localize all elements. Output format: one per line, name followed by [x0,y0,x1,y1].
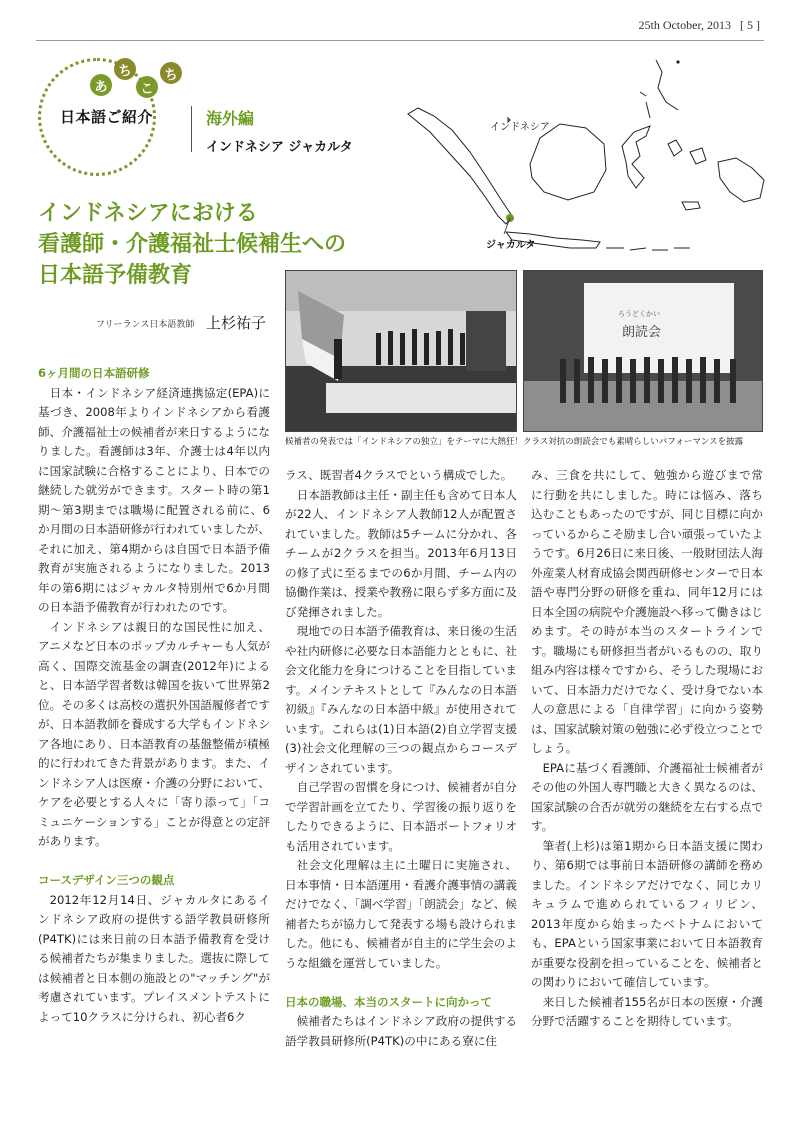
map-label-jakarta: ジャカルタ [486,240,536,251]
paragraph: 日本・インドネシア経済連携協定(EPA)に基づき、2008年よりインドネシアから看護師、介護福祉士の候補者が来日するようになりました。看護師は3年、介護士は4年以内に国家試験に合格することにより、日本での継続した就労ができます。スタート時の第1期〜第3期までは職場に配置される前に、6か月間の日本語研修が行われていましたが、それに加え、第4期からは自国で日本語予備教育が実施されるようになりました。2013年の第6期にはジャカルタ特別州で6か月間の日本語予備教育が行われたのです。 [38,385,270,614]
page-number: [ 5 ] [740,18,760,32]
series-divider [191,106,192,152]
paragraph: 2012年12月14日、ジャカルタにあるインドネシア政府の提供する語学教員研修所(P4TK)には来日前の日本語予備教育を受ける候補者たちが集まりました。選抜に際しては候補者と日本側の施設との"マッチング"が考慮されています。プレイスメントテストによって10クラスに分けられ、初心者6ク [38,892,270,1024]
indonesia-map [400,52,770,262]
article-title-line-2: 看護師・介護福祉士候補生への [38,232,347,257]
article-column-1 [38,364,270,1027]
photo-presentation [285,270,517,432]
paragraph: 社会文化理解は主に土曜日に実施され、日本事情・日本語運用・看護介護事情の講義だけでなく、「調べ学習」「朗読会」など、候補者たちが協力して発表する場も設けられました。他にも、候補者が自主的に学生会のような組織を運営していました。 [285,858,517,970]
header-divider [36,40,764,41]
article-title-line-3: 日本語予備教育 [38,263,193,288]
section-heading-3: 日本の職場、本当のスタートに向かって [285,994,492,1009]
paragraph: 現地での日本語予備教育は、来日後の生活や社内研修に必要な日本語能力とともに、社会文化能力を身につけることを目指しています。メインテキストとして『みんなの日本語初級』『みんなの日本語中級』が使用されています。これらは(1)日本語(2)自立学習支援(3)社会文化理解の三つの観点からコースデザインされています。 [285,624,517,775]
paragraph: 日本語教師は主任・副主任も含めて日本人が22人、インドネシア人教師12人が配置されていました。教師は5チームに分かれ、各チームが2クラスを担当。2013年6月13日の修了式に至るまでの6か月間、チーム内の協働作業は、授業や教務に限らず多方面に及び発揮されました。 [285,487,517,619]
photo-recitation-image [524,271,762,431]
paragraph: 候補者たちはインドネシア政府の提供する語学教員研修所(P4TK)の中にある寮に住 [285,1014,517,1048]
series-bubble-chi1: ち [114,58,136,80]
section-heading-1: 6ヶ月間の日本語研修 [38,366,150,380]
paragraph: み、三食を共にして、勉強から遊びまで常に行動を共にしました。時には悩み、落ち込むこともあったのですが、同じ目標に向かっているからこそ励まし合い頑張っていたようです。6月26日に来日後、一般財団法人海外産業人材育成協会関西研修センターで日本語や専門分野の研修を重ね、同年12月には日本全国の病院や介護施設へ移って働きはじめます。その時が本当のスタートラインです。職場にも研修担当者がいるものの、取り組み内容は様々ですから、そうした現場において、日本語力だけでなく、受け身でない本人の意思による「自律学習」に向かう姿勢は、国家試験対策の勉強に必ず役立つことでしょう。 [531,468,763,755]
article-column-3 [531,466,763,1032]
header-date [638,18,760,33]
series-bubble-ko: こ [136,76,158,98]
photo-caption-1: 候補者の発表では「インドネシアの独立」をテーマに大熱狂！ [285,437,523,447]
paragraph: 自己学習の習慣を身につけ、候補者が自分で学習計画を立てたり、学習後の振り返りをしたりできるように、日本語ポートフォリオも活用されています。 [285,780,517,853]
screen-title: 朗読会 [622,325,662,340]
paragraph: インドネシアは親日的な国民性に加え、アニメなど日本のポップカルチャーも人気が高く、国際交流基金の調査(2012年)によると、日本語学習者数は韓国を抜いて世界第2位。その多くは高校の選択外国語履修者ですが、日本語教師を養成する大学もインドネシア各地にあり、日本語教育の基盤整備が積極的に行われてきた背景があります。また、インドネシア人は医療・介護の分野において、ケアを必要とする人々に「寄り添って」「コミュニケーションする」ことが得意との定評があります。 [38,619,270,848]
paragraph: 来日した候補者155名が日本の医療・介護分野で活躍することを期待しています。 [531,994,763,1028]
paragraph: ラス、既習者4クラスでという構成でした。 [285,468,513,482]
map-label-indonesia: インドネシア [490,122,550,133]
series-location: インドネシア ジャカルタ [206,140,353,155]
map-outline-icon [400,52,770,262]
author-role: フリーランス日本語教師 [96,320,195,330]
article-title-line-1: インドネシアにおける [38,201,258,226]
article-column-2 [285,466,517,1051]
photo-recitation [523,270,763,432]
paragraph: 筆者(上杉)は第1期から日本語支援に関わり、第6期では事前日本語研修の講師を務めました。インドネシアだけでなく、同じカリキュラムで進められているフィリピン、2013年度から始まったベトナムにおいても、EPAという国家事業において日本語教育が重要な役割を担っていることを、候補者との関わりにおいて確信しています。 [531,838,763,989]
series-title: 日本語ご紹介 [60,108,154,126]
section-heading-2: コースデザイン三つの観点 [38,873,175,887]
screen-ruby: ろうどくかい [618,310,660,318]
issue-date: 25th October, 2013 [638,18,731,32]
paragraph: EPAに基づく看護師、介護福祉士候補者が その他の外国人専門職と大きく異なるのは、国家試験の合否が就労の継続を左右する点です。 [531,760,763,833]
series-subtitle: 海外編 [206,109,255,128]
photo-caption-2: クラス対抗の朗読会でも素晴らしいパフォーマンスを披露 [523,437,744,447]
series-bubble-chi2: ち [160,62,182,84]
series-bubble-a: あ [90,74,112,96]
author-name: 上杉祐子 [206,314,267,332]
photo-presentation-image [286,271,516,431]
